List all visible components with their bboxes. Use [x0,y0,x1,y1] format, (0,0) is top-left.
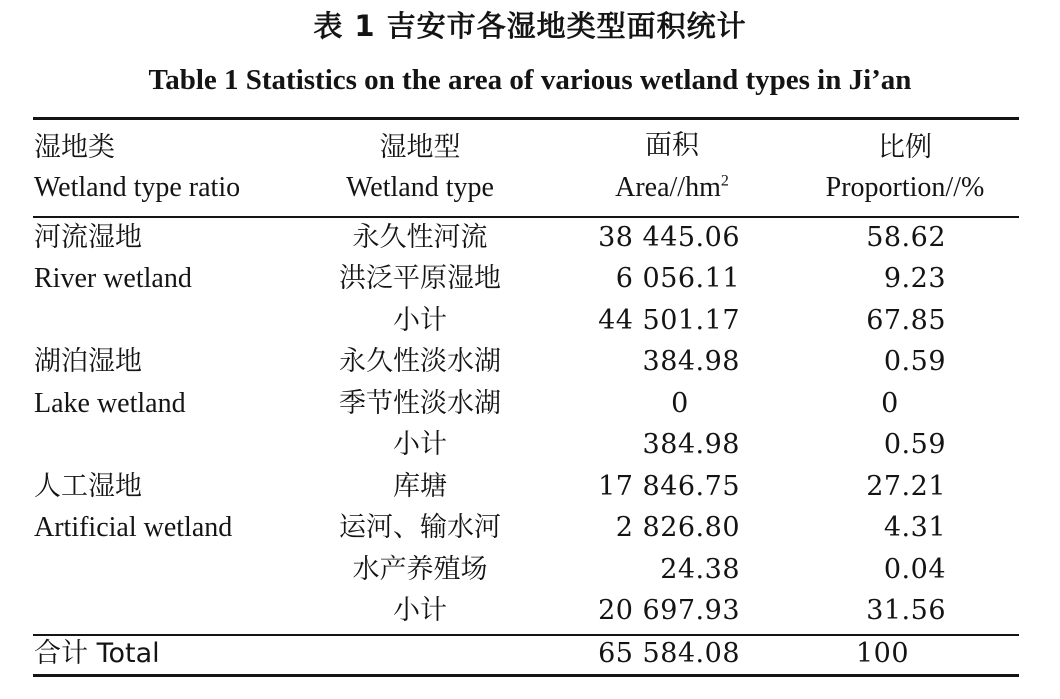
header-col1-en: Wetland type ratio [34,172,241,203]
row-proportion: 58.62 [866,222,946,253]
row-proportion: 0 [881,388,899,419]
row-class: Artificial wetland [34,512,233,543]
total-area: 65 584.08 [598,638,740,669]
row-type: 洪泛平原湿地 [339,263,501,294]
total-proportion: 100 [856,638,910,669]
row-type: 季节性淡水湖 [339,388,501,419]
row-area: 17 846.75 [598,471,740,502]
row-class: River wetland [34,263,192,294]
row-proportion: 0.04 [883,554,946,585]
row-type: 小计 [393,429,447,460]
row-class: Lake wetland [34,388,186,419]
header-col3-cn: 面积 [645,130,699,161]
row-area: 6 056.11 [615,263,740,294]
row-area: 24.38 [660,554,740,585]
table-title-en: Table 1 Statistics on the area of various wetland types in Ji’an [148,64,912,96]
row-class: 人工湿地 [34,471,142,502]
row-type: 小计 [393,305,447,336]
total-label: 合计 Total [34,638,160,669]
row-area: 44 501.17 [598,305,740,336]
row-type: 库塘 [393,471,447,502]
row-class: 湖泊湿地 [34,346,142,377]
row-proportion: 27.21 [866,471,946,502]
table-title-cn: 表 1 吉安市各湿地类型面积统计 [313,9,747,43]
row-type: 水产养殖场 [352,554,488,585]
row-area: 384.98 [642,429,740,460]
row-proportion: 67.85 [866,305,946,336]
row-area: 38 445.06 [598,222,740,253]
row-proportion: 0.59 [883,346,946,377]
bottom-rule [33,674,1019,677]
row-type: 永久性淡水湖 [339,346,501,377]
header-col4-cn: 比例 [878,132,932,163]
row-area: 0 [671,388,689,419]
row-area: 384.98 [642,346,740,377]
row-type: 永久性河流 [352,222,488,253]
header-col3-en: Area/$/hm^2$ [615,172,729,203]
row-area: 2 826.80 [615,512,740,543]
row-proportion: 0.59 [883,429,946,460]
row-proportion: 31.56 [866,595,946,626]
header-col2-cn: 湿地型 [379,132,461,163]
row-proportion: 4.31 [883,512,946,543]
row-area: 20 697.93 [598,595,740,626]
row-class: 河流湿地 [34,222,142,253]
header-col2-en: Wetland type [346,172,494,203]
row-type: 运河、输水河 [339,512,501,543]
header-col4-en: Proportion//% [825,172,985,203]
header-col1-cn: 湿地类 [34,132,115,163]
row-type: 小计 [393,595,447,626]
top-rule [33,117,1019,120]
row-proportion: 9.23 [883,263,946,294]
